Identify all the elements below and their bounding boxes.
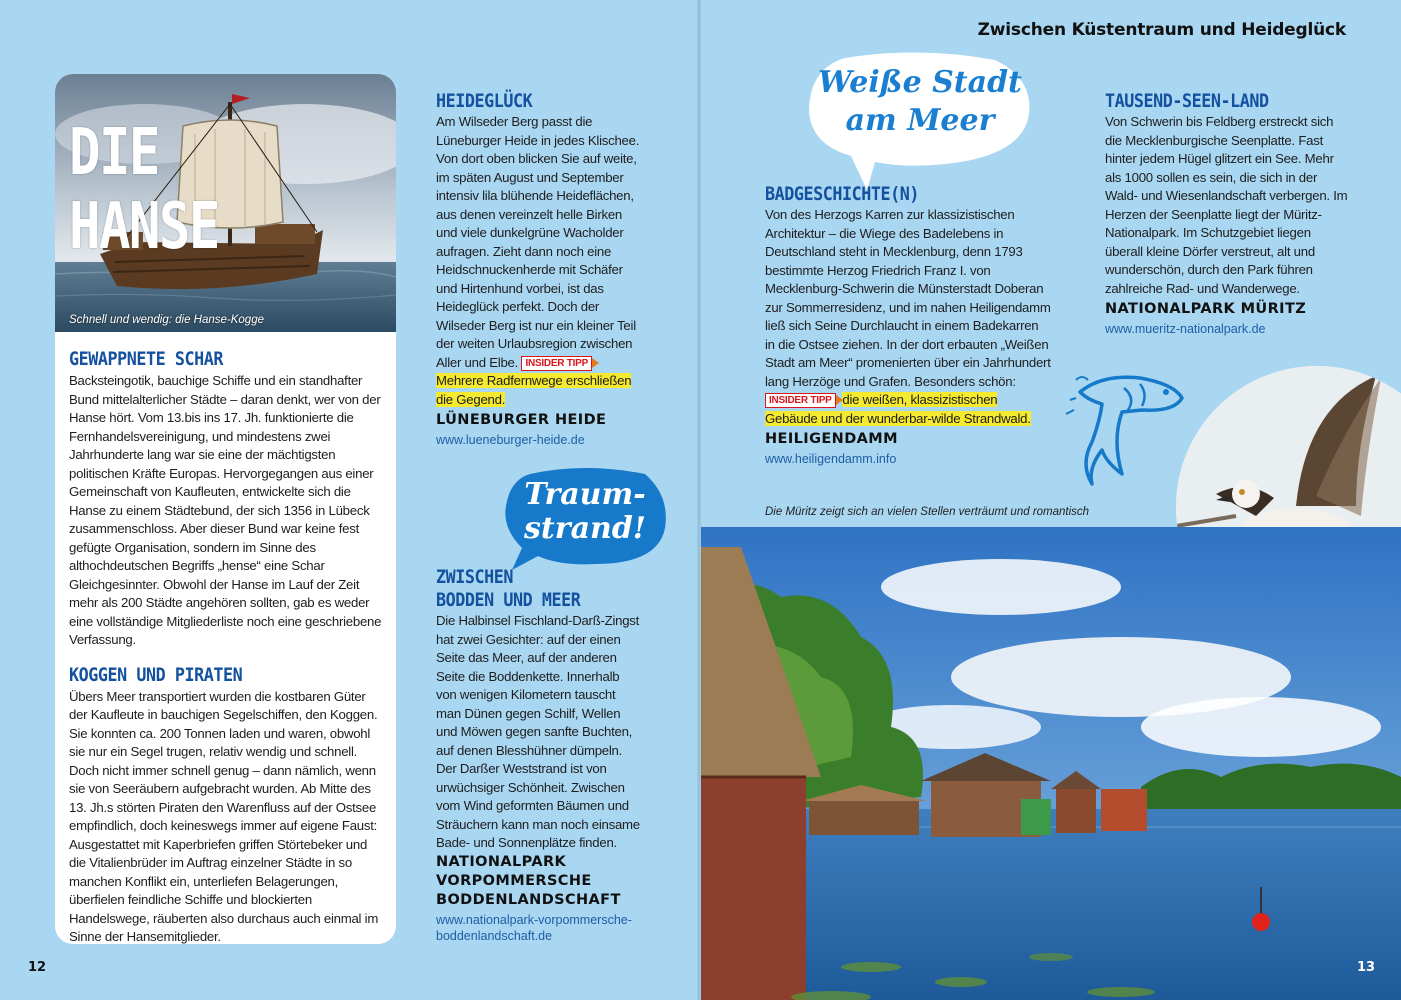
- text-badgeschichten: [765, 206, 1051, 428]
- bad-section: [765, 183, 1051, 467]
- heide-tipp-text: Mehrere Radfernwege erschließen die Gegend.: [436, 373, 632, 407]
- text-koggen-piraten: Übers Meer transportiert wurden die kostbaren Güter der Kaufleute in bauchigen Segelschiffen, den Koggen. Sie konnten ca. 200 Tonnen laden und waren, obwohl sie nur ein Segel trugen, relativ wendig und schnell. Doch nicht immer schnell genug – dann nämlich, wenn sie von Seeräubern aufgebracht wurden. Ab Mitte des 13. Jh.s störten Piraten den Warenfluss auf der Ostsee empfindlich, doch keineswegs immer auf eigene Faust: Ausgestattet mit Kaperbriefen griffen Störtebeker und die Vitalienbrüder im Auftrag einzelner Städte in so manchen Konflikt ein, unterliefen Belagerungen, überfielen feindliche Schiffe und blockierten Handelswege, räuberten also durchaus auch einmal im Sinne der Hansemitglieder.: [69, 688, 379, 944]
- lake-caption: Die Müritz zeigt sich an vielen Stellen verträumt und romantisch: [765, 506, 1090, 518]
- text-bodden: Die Halbinsel Fischland-Darß-Zingst hat zwei Gesichter: auf der einen Seite das Meer, auf der anderen Seite die Boddenkette. Innerhalb von wenigen Kilometern tauscht man Dünen gegen Schilf, Wellen und Möwen gegen sanfte Buchten, auf denen Blesshühner dümpeln. Der Darßer Weststrand ist von urwüchsiger Schönheit. Zwischen vom Wind geformten Bäumen und Sträuchern kann man noch einsame Bade- und Sonnenplätze finden.: [436, 613, 640, 850]
- insider-tipp-badge-2: INSIDER TIPP: [765, 393, 836, 408]
- heading-koggen-piraten: KOGGEN UND PIRATEN: [69, 663, 243, 686]
- heading-badgeschichten: BADGESCHICHTE(N): [765, 183, 920, 205]
- lake-photo: [701, 527, 1401, 1000]
- page-number-left: 12: [28, 960, 47, 975]
- place-heiligendamm: HEILIGENDAMM: [765, 431, 898, 447]
- traum-line1: Traum-: [524, 477, 646, 512]
- link-lueneburger-heide[interactable]: www.lueneburger-heide.de: [436, 433, 585, 447]
- place-mueritz: NATIONALPARK MÜRITZ: [1105, 301, 1307, 317]
- insider-tipp-badge: INSIDER TIPP: [521, 356, 592, 371]
- page-number-right: 13: [1357, 960, 1376, 975]
- heide-section: [436, 90, 641, 448]
- link-mueritz[interactable]: www.mueritz-nationalpark.de: [1105, 322, 1266, 336]
- place-bodden-2: VORPOMMERSCHE: [436, 872, 592, 889]
- text-tausend-seen: Von Schwerin bis Feldberg erstreckt sich die Mecklenburgische Seenplatte. Fast hinter jedem Hügel glitzert ein See. Mehr als 1000 sollen es sein, die sich in der Wald- und Wiesenlandschaft verbergen. Im Herzen der Seenplatte liegt der Müritz-Nationalpark. Im Schutzgebiet liegen überall kleine Dörfer verstreut, alt und wunderschön, durch den Park führen zahlreiche Rad- und Wanderwege.: [1105, 114, 1348, 296]
- hanse-title: DIE HANSE: [69, 116, 219, 264]
- fish-icon: [1062, 370, 1192, 490]
- seen-section: [1105, 90, 1351, 337]
- bodden-section: [436, 566, 641, 944]
- place-bodden-1: NATIONALPARK: [436, 853, 567, 870]
- lake-illustration: [701, 527, 1401, 1000]
- link-bodden-1[interactable]: www.nationalpark-vorpommersche-: [436, 912, 632, 927]
- weiss-line2: am Meer: [845, 103, 995, 138]
- heide-body: Am Wilseder Berg passt die Lüneburger Heide in jedes Klischee. Von dort oben blicken Sie auf weite, im späten August und September intensiv lila blühende Heideflächen, aus denen vereinzelt helle Birken und viele dunkelgrüne Wacholder aufragen. Zieht dann noch eine Heidschnuckenherde mit Schäfer und Hirtenhund vorbei, ist das Heideglück perfekt. Doch der Wilseder Berg ist nur ein kleiner Teil der weiten Urlaubsregion zwischen Aller und Elbe.: [436, 114, 640, 370]
- bad-tipp-text: die weißen, klassizistischen Gebäude und der wunderbar-wilde Strandwald.: [765, 392, 1031, 426]
- bad-body: Von des Herzogs Karren zur klassizistischen Architektur – die Wiege des Badelebens in Deutschland steht in Mecklenburg, denn 1793 bestimmte Herzog Friedrich Franz I. von Mecklenburg-Schwerin die Münsterstadt Doberan zur Sommerresidenz, und im nahen Heiligendamm ließ sich Seine Durchlaucht in einem Badekarren in die Ostsee ziehen. In der dort erbauten „Weißen Stadt am Meer“ promenierten über ein Jahrhundert lang Herzöge und Grafen. Besonders schön:: [765, 207, 1051, 389]
- link-heiligendamm[interactable]: www.heiligendamm.info: [765, 452, 897, 466]
- heading-heideglueck: HEIDEGLÜCK: [436, 90, 533, 112]
- place-lueneburger-heide: LÜNEBURGER HEIDE: [436, 412, 607, 428]
- text-heideglueck: [436, 113, 641, 409]
- text-gewappnete-schar: Backsteingotik, bauchige Schiffe und ein standhafter Bund mittelalterlicher Städte – daran denkt, wer von der Hanse hört. Vom 13.bis ins 17. Jh. funktionierte die Fernhandelsvereinigung, und mindestens zwei Jahrhunderte lang war sie eine der mächtigsten politischen Kräfte Europas. Hervorgegangen aus einer Gemeinschaft von Kaufleuten, entwickelte sich die Hanse zu einem Städtebund, der sich 1356 in Lübeck zusammenschloss. Aber dieser Bund war keine fest gefügte Organisation, sondern im Sinne des althochdeutschen Begriffs „hense“ eine Schar Gleichgesinnter. Obwohl der Hanse im Lauf der Zeit mehr als 200 Städte angehören sollten, gab es weder eine vollständige Mitgliederliste noch eine geschriebene Verfassung.: [69, 373, 382, 647]
- traumstrand-bubble: [500, 466, 670, 576]
- weiss-line1: Weiße Stadt: [818, 65, 1022, 100]
- place-bodden-3: BODDENLANDSCHAFT: [436, 891, 621, 908]
- page-header: Zwischen Küstentraum und Heideglück: [977, 20, 1346, 40]
- heading-tausend-seen: TAUSEND-SEEN-LAND: [1105, 90, 1269, 112]
- heading-bodden-2: BODDEN UND MEER: [436, 589, 581, 611]
- hanse-card: [55, 74, 396, 944]
- heading-gewappnete-schar: GEWAPPNETE SCHAR: [69, 348, 224, 370]
- heading-bodden-1: ZWISCHEN: [436, 566, 514, 588]
- kogge-photo: [55, 74, 396, 332]
- weisse-stadt-bubble: [805, 52, 1035, 192]
- link-bodden-2[interactable]: boddenlandschaft.de: [436, 928, 553, 943]
- kogge-caption: Schnell und wendig: die Hanse-Kogge: [69, 314, 264, 326]
- traum-line2: strand!: [524, 511, 646, 546]
